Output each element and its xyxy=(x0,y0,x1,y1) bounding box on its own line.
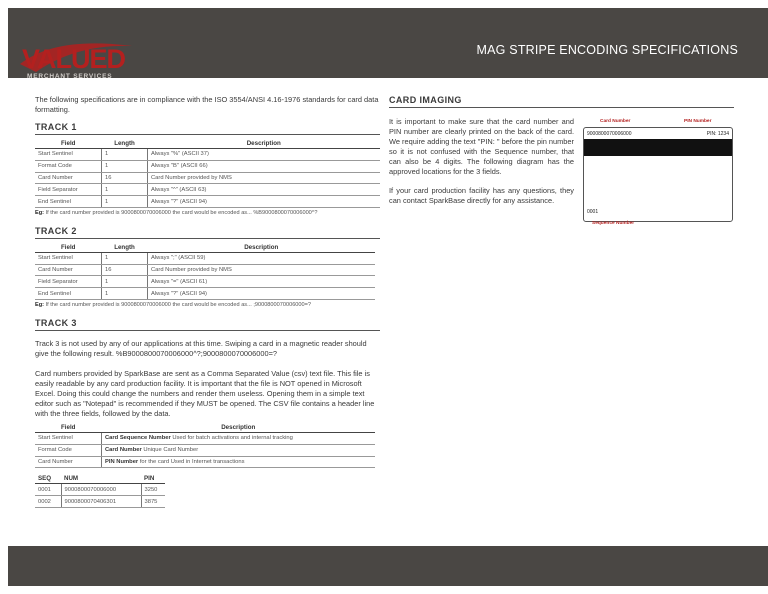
column-header: Field xyxy=(35,243,102,253)
table-cell: 1 xyxy=(102,288,148,300)
card-imaging-contact: If your card production facility has any questions, they can contact SparkBase directly for any assistance. xyxy=(389,186,574,205)
table-cell: Always ";" (ASCII 59) xyxy=(148,252,376,264)
track1-table xyxy=(35,139,380,208)
csv-sample-table xyxy=(35,474,165,508)
table-row xyxy=(35,264,375,276)
track3-paragraph: Track 3 is not used by any of our applications at this time. Swiping a card in a magnetic reader should give the following result. %B9000800070006000^?;9000800070006000=? xyxy=(35,339,367,359)
track3-heading: TRACK 3 xyxy=(35,318,380,331)
table-cell: Always "%" (ASCII 37) xyxy=(148,149,381,161)
pin-number-label: PIN Number xyxy=(684,119,712,124)
csv-paragraph: Card numbers provided by SparkBase are sent as a Comma Separated Value (csv) text file. This file is easily readable by any card production facility. It is important that the file is NOT opened in Microsoft Excel. Doing this could change the numbers and render them useless. Opening them in a simple text editor such as "Notepad" is recommended if they MUST be opened. The CSV file contains a header line with the three fields, followed by the data. xyxy=(35,369,375,419)
track2-heading: TRACK 2 xyxy=(35,226,380,239)
left-column xyxy=(35,95,380,508)
table-cell: Format Code xyxy=(35,160,102,172)
table-cell: Card Number provided by NMS xyxy=(148,172,381,184)
card-imaging-heading: CARD IMAGING xyxy=(389,95,734,108)
table-cell: Field Separator xyxy=(35,276,102,288)
column-header: Length xyxy=(102,243,148,253)
table-cell: Always "^" (ASCII 63) xyxy=(148,184,381,196)
field-desc: Unique Card Number xyxy=(143,447,199,454)
table-row xyxy=(35,288,375,300)
table-row xyxy=(35,433,375,445)
intro-text: The following specifications are in compliance with the ISO 3554/ANSI 4.16-1976 standards for card data formatting. xyxy=(35,95,379,114)
field-name: Card Sequence Number xyxy=(105,435,171,442)
table-row xyxy=(35,456,375,468)
table-cell: 1 xyxy=(102,196,148,208)
table-cell: 3250 xyxy=(141,484,165,496)
field-desc: for the card Used in Internet transactions xyxy=(139,458,245,465)
table-row xyxy=(35,160,380,172)
table-cell: 9000800070406301 xyxy=(61,496,141,508)
table-cell: Always "B" (ASCII 66) xyxy=(148,160,381,172)
table-cell: 9000800070006000 xyxy=(61,484,141,496)
example-label: Eg: xyxy=(35,209,45,216)
table-cell: End Sentinel xyxy=(35,196,102,208)
table-cell: 0001 xyxy=(35,484,61,496)
table-row xyxy=(35,184,380,196)
table-row xyxy=(35,172,380,184)
column-header: Field xyxy=(35,423,102,433)
table-row xyxy=(35,252,375,264)
column-header: PIN xyxy=(141,474,165,484)
table-cell xyxy=(102,433,376,445)
footer-bar xyxy=(8,546,768,586)
column-header: SEQ xyxy=(35,474,61,484)
track1-example xyxy=(35,210,380,216)
sequence-number-label: Sequence Number xyxy=(592,221,635,226)
page-title: MAG STRIPE ENCODING SPECIFICATIONS xyxy=(476,43,738,57)
table-cell: 1 xyxy=(102,276,148,288)
table-row xyxy=(35,444,375,456)
table-cell: Card Number xyxy=(35,456,102,468)
column-header: Description xyxy=(148,139,381,149)
table-cell: Card Number xyxy=(35,172,102,184)
card-number-value: 9000800070006000 xyxy=(587,131,632,137)
logo-subtext: MERCHANT SERVICES xyxy=(27,73,113,80)
table-cell: Card Number xyxy=(35,264,102,276)
card-back-diagram xyxy=(583,127,733,222)
table-row xyxy=(35,149,380,161)
column-header: Description xyxy=(148,243,376,253)
table-cell: 16 xyxy=(102,264,148,276)
example-label: Eg: xyxy=(35,302,45,309)
track2-table xyxy=(35,243,375,300)
mag-stripe xyxy=(584,139,732,156)
table-cell: Start Sentinel xyxy=(35,252,102,264)
table-cell: 0002 xyxy=(35,496,61,508)
table-cell: Format Code xyxy=(35,444,102,456)
table-cell: Always "=" (ASCII 61) xyxy=(148,276,376,288)
column-header: Length xyxy=(102,139,148,149)
table-cell: Card Number provided by NMS xyxy=(148,264,376,276)
column-header: Description xyxy=(102,423,376,433)
table-cell: Always "?" (ASCII 94) xyxy=(148,196,381,208)
field-name: Card Number xyxy=(105,447,142,454)
logo-text: VALUED xyxy=(22,44,126,74)
table-cell: 1 xyxy=(102,184,148,196)
table-cell xyxy=(102,444,376,456)
sequence-value: 0001 xyxy=(587,209,599,215)
table-cell: 3875 xyxy=(141,496,165,508)
card-imaging-paragraph: It is important to make sure that the card number and PIN number are clearly printed on the back of the card. We require adding the text "PIN: " before the pin number so it is not confused with the Sequence number, that can also be 4 digits. The following diagram has the approved locations for the 3 fields. xyxy=(389,117,574,176)
example-text: If the card number provided is 9000800070006000 the card would be encoded as... ;9000800070006000=? xyxy=(45,302,312,309)
header-bar xyxy=(8,8,768,78)
table-row xyxy=(35,484,165,496)
table-row xyxy=(35,496,165,508)
column-header: Field xyxy=(35,139,102,149)
table-row xyxy=(35,276,375,288)
table-cell: 1 xyxy=(102,160,148,172)
table-cell: Field Separator xyxy=(35,184,102,196)
table-row xyxy=(35,196,380,208)
table-cell: 1 xyxy=(102,252,148,264)
csv-fields-table xyxy=(35,423,375,468)
track2-example xyxy=(35,302,380,308)
example-text: If the card number provided is 9000800070006000 the card would be encoded as... %B9000800070006000^? xyxy=(45,209,318,216)
table-cell: Start Sentinel xyxy=(35,433,102,445)
table-cell xyxy=(102,456,376,468)
table-cell: 16 xyxy=(102,172,148,184)
table-cell: End Sentinel xyxy=(35,288,102,300)
field-desc: Used for batch activations and internal tracking xyxy=(172,435,293,442)
field-name: PIN Number xyxy=(105,458,139,465)
table-cell: 1 xyxy=(102,149,148,161)
card-number-label: Card Number xyxy=(600,119,631,124)
table-cell: Always "?" (ASCII 94) xyxy=(148,288,376,300)
track1-heading: TRACK 1 xyxy=(35,122,380,135)
pin-value: PIN: 1234 xyxy=(706,131,729,137)
table-cell: Start Sentinel xyxy=(35,149,102,161)
column-header: NUM xyxy=(61,474,141,484)
